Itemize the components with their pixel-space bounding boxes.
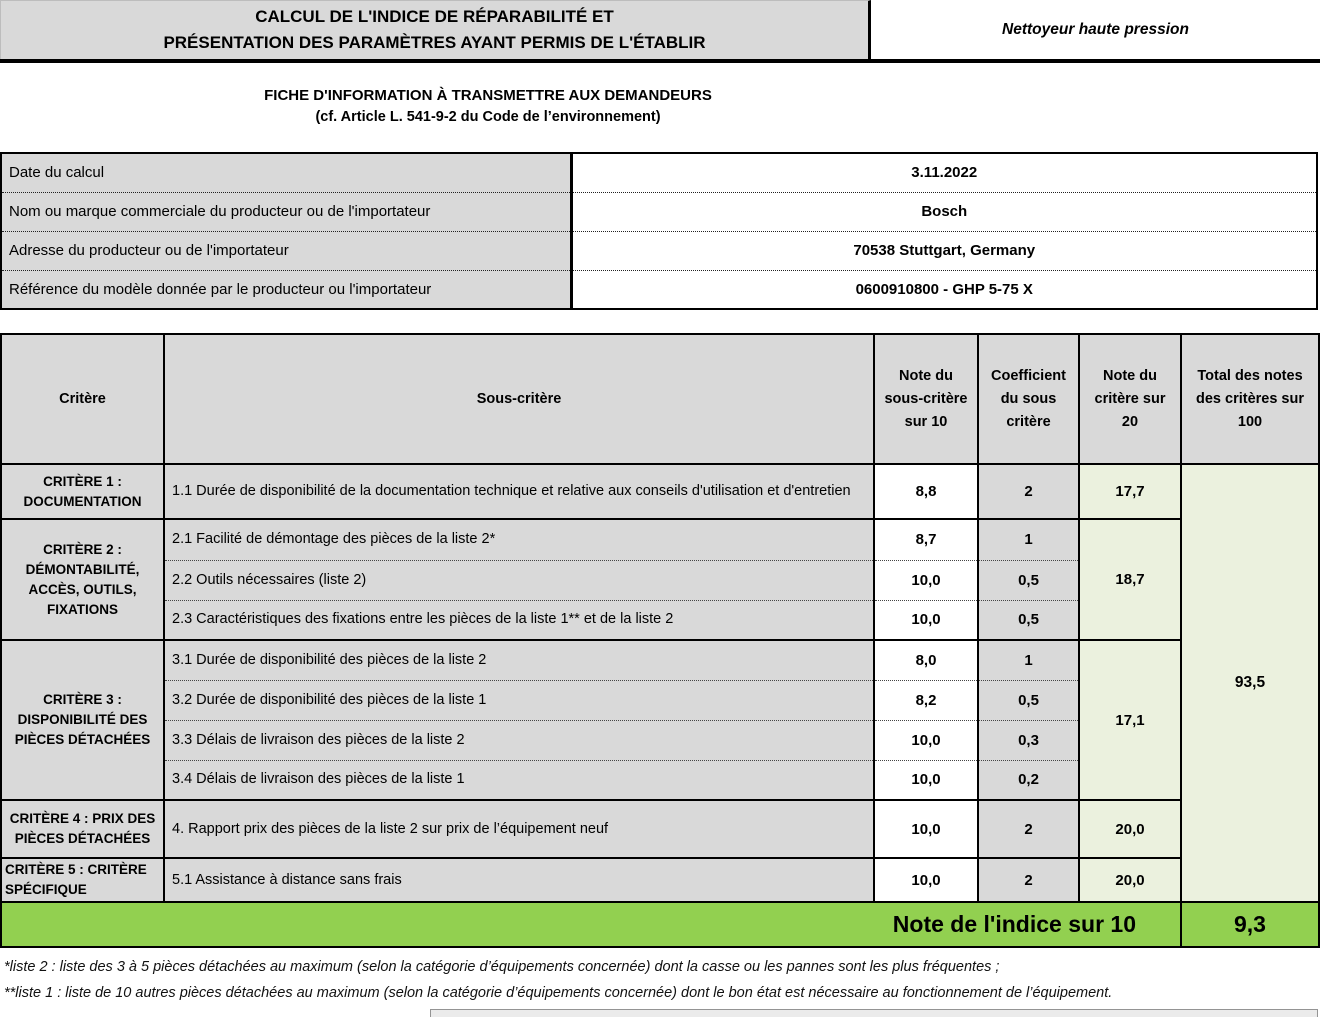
sous-critere-2-1: 2.1 Facilité de démontage des pièces de la liste 2* xyxy=(164,519,874,560)
note-3-4: 10,0 xyxy=(874,760,978,800)
table-row xyxy=(1,192,1317,231)
info-label-producer-address: Adresse du producteur ou de l'importateur xyxy=(1,231,571,270)
note-critere-1: 17,7 xyxy=(1079,464,1181,519)
footnotes xyxy=(4,955,1316,1006)
sous-critere-1-1: 1.1 Durée de disponibilité de la documentation technique et relative aux conseils d'utilisation et d'entretien xyxy=(164,464,874,519)
product-category-label: Nettoyeur haute pression xyxy=(1002,20,1189,38)
sous-critere-3-4: 3.4 Délais de livraison des pièces de la liste 1 xyxy=(164,760,874,800)
note-critere-4: 20,0 xyxy=(1079,800,1181,858)
sous-critere-3-3: 3.3 Délais de livraison des pièces de la liste 2 xyxy=(164,720,874,760)
criteria-table xyxy=(0,333,1320,948)
sous-critere-5-1: 5.1 Assistance à distance sans frais xyxy=(164,858,874,902)
subtitle-line2: (cf. Article L. 541-9-2 du Code de l’environnement) xyxy=(315,109,661,125)
note-2-1: 8,7 xyxy=(874,519,978,560)
coef-4: 2 xyxy=(978,800,1079,858)
subtitle-line1: FICHE D'INFORMATION À TRANSMETTRE AUX DEMANDEURS xyxy=(264,87,712,104)
info-label-producer-name: Nom ou marque commerciale du producteur ou de l'importateur xyxy=(1,192,571,231)
note-critere-3: 17,1 xyxy=(1079,640,1181,800)
sous-critere-4: 4. Rapport prix des pièces de la liste 2 sur prix de l’équipement neuf xyxy=(164,800,874,858)
note-2-3: 10,0 xyxy=(874,600,978,640)
total-notes-criteres: 93,5 xyxy=(1181,464,1319,902)
coef-3-2: 0,5 xyxy=(978,680,1079,720)
table-row xyxy=(1,464,1319,519)
product-category-box xyxy=(871,0,1320,59)
col-header-note-critere: Note du critère sur 20 xyxy=(1079,334,1181,464)
coef-2-1: 1 xyxy=(978,519,1079,560)
note-5-1: 10,0 xyxy=(874,858,978,902)
coef-5-1: 2 xyxy=(978,858,1079,902)
note-3-3: 10,0 xyxy=(874,720,978,760)
index-score-row xyxy=(1,902,1319,947)
critere-1-label: CRITÈRE 1 : DOCUMENTATION xyxy=(1,464,164,519)
col-header-total: Total des notes des critères sur 100 xyxy=(1181,334,1319,464)
coef-3-4: 0,2 xyxy=(978,760,1079,800)
coef-2-3: 0,5 xyxy=(978,600,1079,640)
footnote-liste-2: *liste 2 : liste des 3 à 5 pièces détachées au maximum (selon la catégorie d’équipements concernée) dont la casse ou les pannes sont les plus fréquentes ; xyxy=(4,959,1000,975)
index-score-label: Note de l'indice sur 10 xyxy=(1,902,1181,947)
table-row xyxy=(1,231,1317,270)
table-row xyxy=(1,640,1319,680)
sous-critere-3-2: 3.2 Durée de disponibilité des pièces de la liste 1 xyxy=(164,680,874,720)
critere-3-label: CRITÈRE 3 : DISPONIBILITÉ DES PIÈCES DÉTACHÉES xyxy=(1,640,164,800)
note-3-1: 8,0 xyxy=(874,640,978,680)
index-score-value: 9,3 xyxy=(1181,902,1319,947)
coef-1-1: 2 xyxy=(978,464,1079,519)
document-title-line2: PRÉSENTATION DES PARAMÈTRES AYANT PERMIS DE L'ÉTABLIR xyxy=(163,33,706,52)
document-title-box xyxy=(0,0,871,59)
note-critere-2: 18,7 xyxy=(1079,519,1181,640)
table-row xyxy=(1,519,1319,560)
critere-4-label: CRITÈRE 4 : PRIX DES PIÈCES DÉTACHÉES xyxy=(1,800,164,858)
col-header-sous-critere: Sous-critère xyxy=(164,334,874,464)
info-value-producer-name: Bosch xyxy=(571,192,1317,231)
col-header-coefficient: Coefficient du sous critère xyxy=(978,334,1079,464)
table-row xyxy=(1,153,1317,192)
critere-5-label: CRITÈRE 5 : CRITÈRE SPÉCIFIQUE xyxy=(1,858,164,902)
table-row xyxy=(1,858,1319,902)
next-section-partial-box xyxy=(430,1009,1318,1017)
note-2-2: 10,0 xyxy=(874,560,978,600)
note-4: 10,0 xyxy=(874,800,978,858)
info-value-model-reference: 0600910800 - GHP 5-75 X xyxy=(571,270,1317,309)
col-header-note-sous-critere: Note du sous-critère sur 10 xyxy=(874,334,978,464)
producer-info-table xyxy=(0,152,1318,310)
sous-critere-2-2: 2.2 Outils nécessaires (liste 2) xyxy=(164,560,874,600)
sous-critere-3-1: 3.1 Durée de disponibilité des pièces de la liste 2 xyxy=(164,640,874,680)
coef-2-2: 0,5 xyxy=(978,560,1079,600)
note-1-1: 8,8 xyxy=(874,464,978,519)
table-row xyxy=(1,800,1319,858)
col-header-critere: Critère xyxy=(1,334,164,464)
criteria-header-row xyxy=(1,334,1319,464)
note-3-2: 8,2 xyxy=(874,680,978,720)
coef-3-3: 0,3 xyxy=(978,720,1079,760)
document-title-line1: CALCUL DE L'INDICE DE RÉPARABILITÉ ET xyxy=(255,7,614,26)
info-value-producer-address: 70538 Stuttgart, Germany xyxy=(571,231,1317,270)
critere-2-label: CRITÈRE 2 : DÉMONTABILITÉ, ACCÈS, OUTILS, FIXATIONS xyxy=(1,519,164,640)
subtitle-block xyxy=(0,85,976,128)
coef-3-1: 1 xyxy=(978,640,1079,680)
info-label-model-reference: Référence du modèle donnée par le producteur ou l'importateur xyxy=(1,270,571,309)
note-critere-5: 20,0 xyxy=(1079,858,1181,902)
info-value-date: 3.11.2022 xyxy=(571,153,1317,192)
info-label-date: Date du calcul xyxy=(1,153,571,192)
footnote-liste-1: **liste 1 : liste de 10 autres pièces détachées au maximum (selon la catégorie d’équipements concernée) dont le bon état est nécessaire au fonctionnement de l’équipement. xyxy=(4,984,1113,1001)
sous-critere-2-3: 2.3 Caractéristiques des fixations entre les pièces de la liste 1** et de la liste 2 xyxy=(164,600,874,640)
top-banner xyxy=(0,0,1320,63)
table-row xyxy=(1,270,1317,309)
